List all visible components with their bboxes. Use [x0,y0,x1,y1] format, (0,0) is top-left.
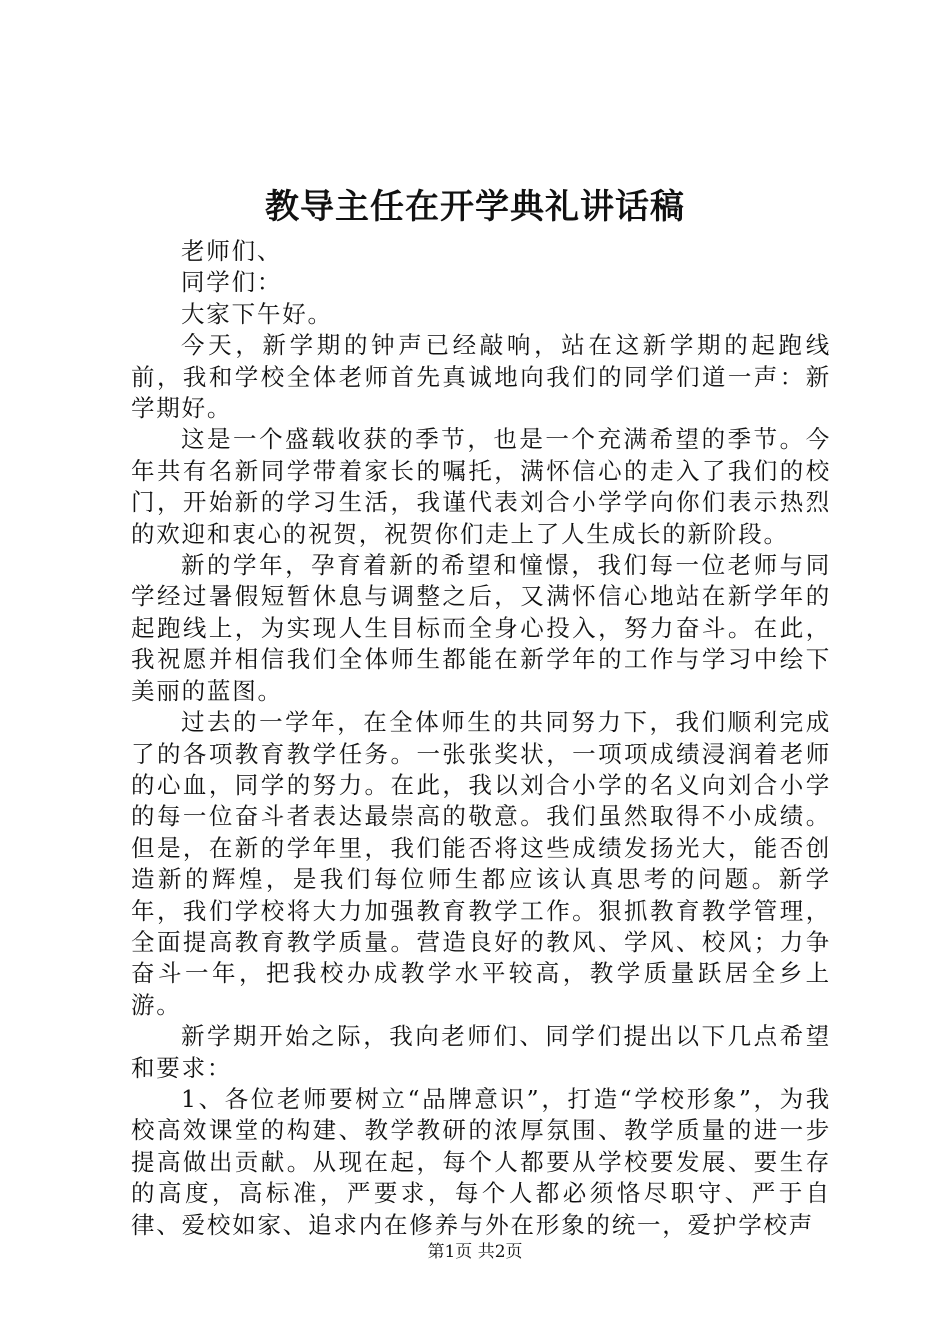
document-title: 教导主任在开学典礼讲话稿 [265,187,685,227]
salutation-teachers: 老师们、 [181,237,283,265]
paragraph: 今天，新学期的钟声已经敲响，站在这新学期的起跑线前，我和学校全体老师首先真诚地向我们的同学们道一声：新学期好。 [131,331,831,423]
paragraph: 这是一个盛载收获的季节，也是一个充满希望的季节。今年共有名新同学带着家长的嘱托，满怀信心的走入了我们的校门，开始新的学习生活，我谨代表刘合小学学向你们表示热烈的欢迎和衷心的祝贺，祝贺你们走上了人生成长的新阶段。 [131,425,831,548]
paragraph: 新学期开始之际，我向老师们、同学们提出以下几点希望和要求： [131,1022,831,1082]
paragraph: 1、各位老师要树立“品牌意识”，打造“学校形象”，为我校高效课堂的构建、教学教研的浓厚氛围、教学质量的进一步提高做出贡献。从现在起，每个人都要从学校要发展、要生存的高度，高标准，严要求，每个人都必须恪尽职守、严于自律、爱校如家、追求内在修养与外在形象的统一，爱护学校声 [131,1084,831,1239]
greeting: 大家下午好。 [181,299,333,328]
salutation-students: 同学们： [181,268,283,297]
page-footer: 第1页 共2页 [427,1242,523,1262]
paragraph: 过去的一学年，在全体师生的共同努力下，我们顺利完成了的各项教育教学任务。一张张奖状，一项项成绩浸润着老师的心血，同学的努力。在此，我以刘合小学的名义向刘合小学的每一位奋斗者表达最崇高的敬意。我们虽然取得不小成绩。但是，在新的学年里，我们能否将这些成绩发扬光大，能否创造新的辉煌，是我们每位师生都应该认真思考的问题。新学年，我们学校将大力加强教育教学工作。狠抓教育教学管理，全面提高教育教学质量。营造良好的教风、学风、校风；力争奋斗一年，把我校办成教学水平较高，教学质量跃居全乡上游。 [131,708,831,1019]
document-body [131,236,831,1241]
paragraph: 新的学年，孕育着新的希望和憧憬，我们每一位老师与同学经过暑假短暂休息与调整之后，又满怀信心地站在新学年的起跑线上，为实现人生目标而全身心投入，努力奋斗。在此，我祝愿并相信我们全体师生都能在新学年的工作与学习中绘下美丽的蓝图。 [131,551,831,705]
